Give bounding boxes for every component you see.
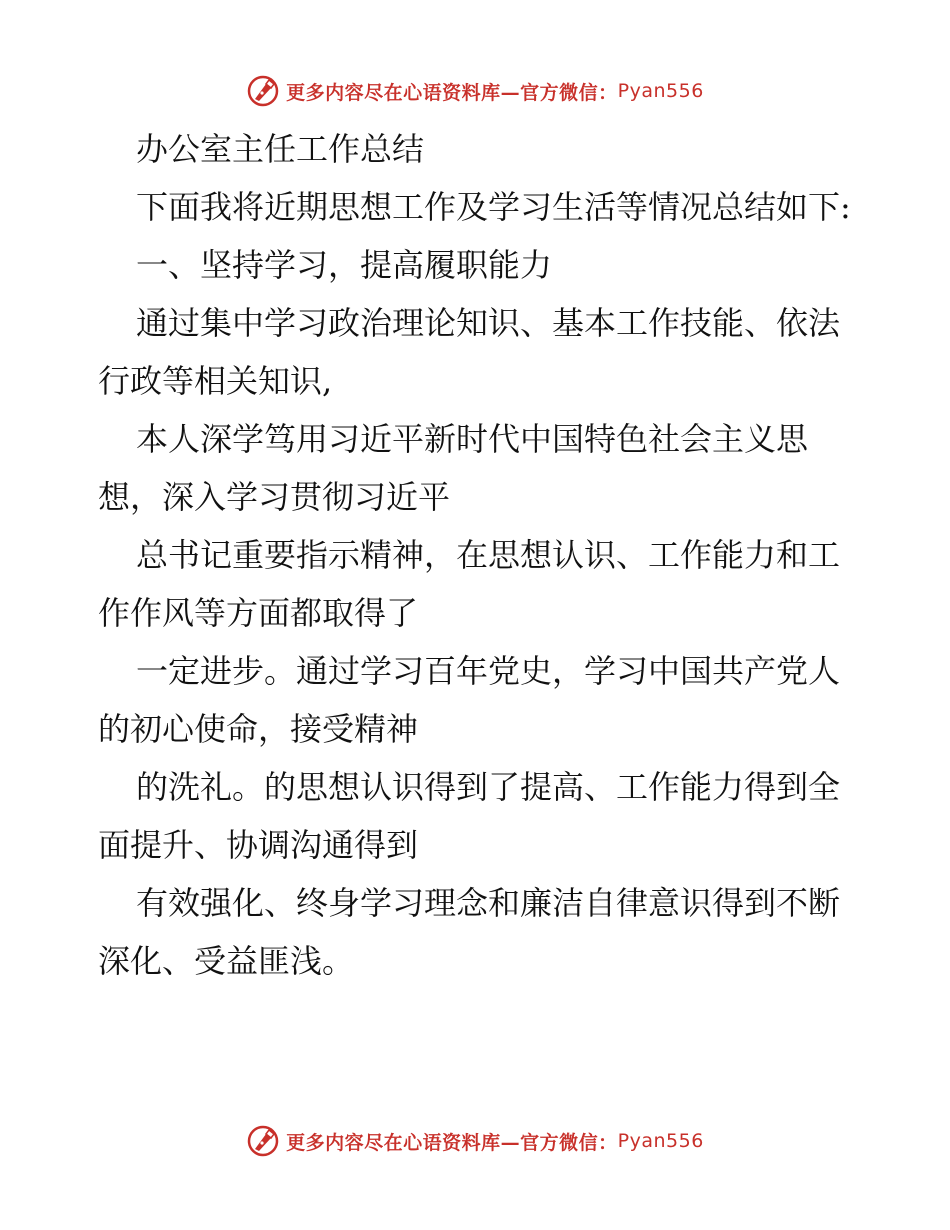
header-watermark xyxy=(0,71,950,111)
footer-watermark xyxy=(0,1121,950,1161)
document-title: 办公室主任工作总结 xyxy=(136,130,425,168)
section-heading: 一、坚持学习，提高履职能力 xyxy=(136,246,553,284)
paragraph-intro: 下面我将近期思想工作及学习生活等情况总结如下: xyxy=(136,188,851,226)
watermark-account: Pyan556 xyxy=(617,80,704,102)
watermark-text: 更多内容尽在心语资料库—官方微信： xyxy=(286,81,618,104)
pen-nib-logo-icon xyxy=(246,1124,280,1158)
paragraph: 一定进步。通过学习百年党史，学习中国共产党人的初心使命，接受精神 xyxy=(98,652,841,748)
paragraph: 的洗礼。的思想认识得到了提高、工作能力得到全面提升、协调沟通得到 xyxy=(98,768,841,864)
watermark-account: Pyan556 xyxy=(617,1130,704,1152)
paragraph: 总书记重要指示精神，在思想认识、工作能力和工作作风等方面都取得了 xyxy=(98,536,841,632)
watermark-text: 更多内容尽在心语资料库—官方微信： xyxy=(286,1131,618,1154)
paragraph: 有效强化、终身学习理念和廉洁自律意识得到不断深化、受益匪浅。 xyxy=(98,884,841,980)
pen-nib-logo-icon xyxy=(246,74,280,108)
paragraph: 本人深学笃用习近平新时代中国特色社会主义思想，深入学习贯彻习近平 xyxy=(98,420,809,516)
document-body xyxy=(98,120,854,990)
paragraph: 通过集中学习政治理论知识、基本工作技能、依法行政等相关知识, xyxy=(98,304,841,400)
